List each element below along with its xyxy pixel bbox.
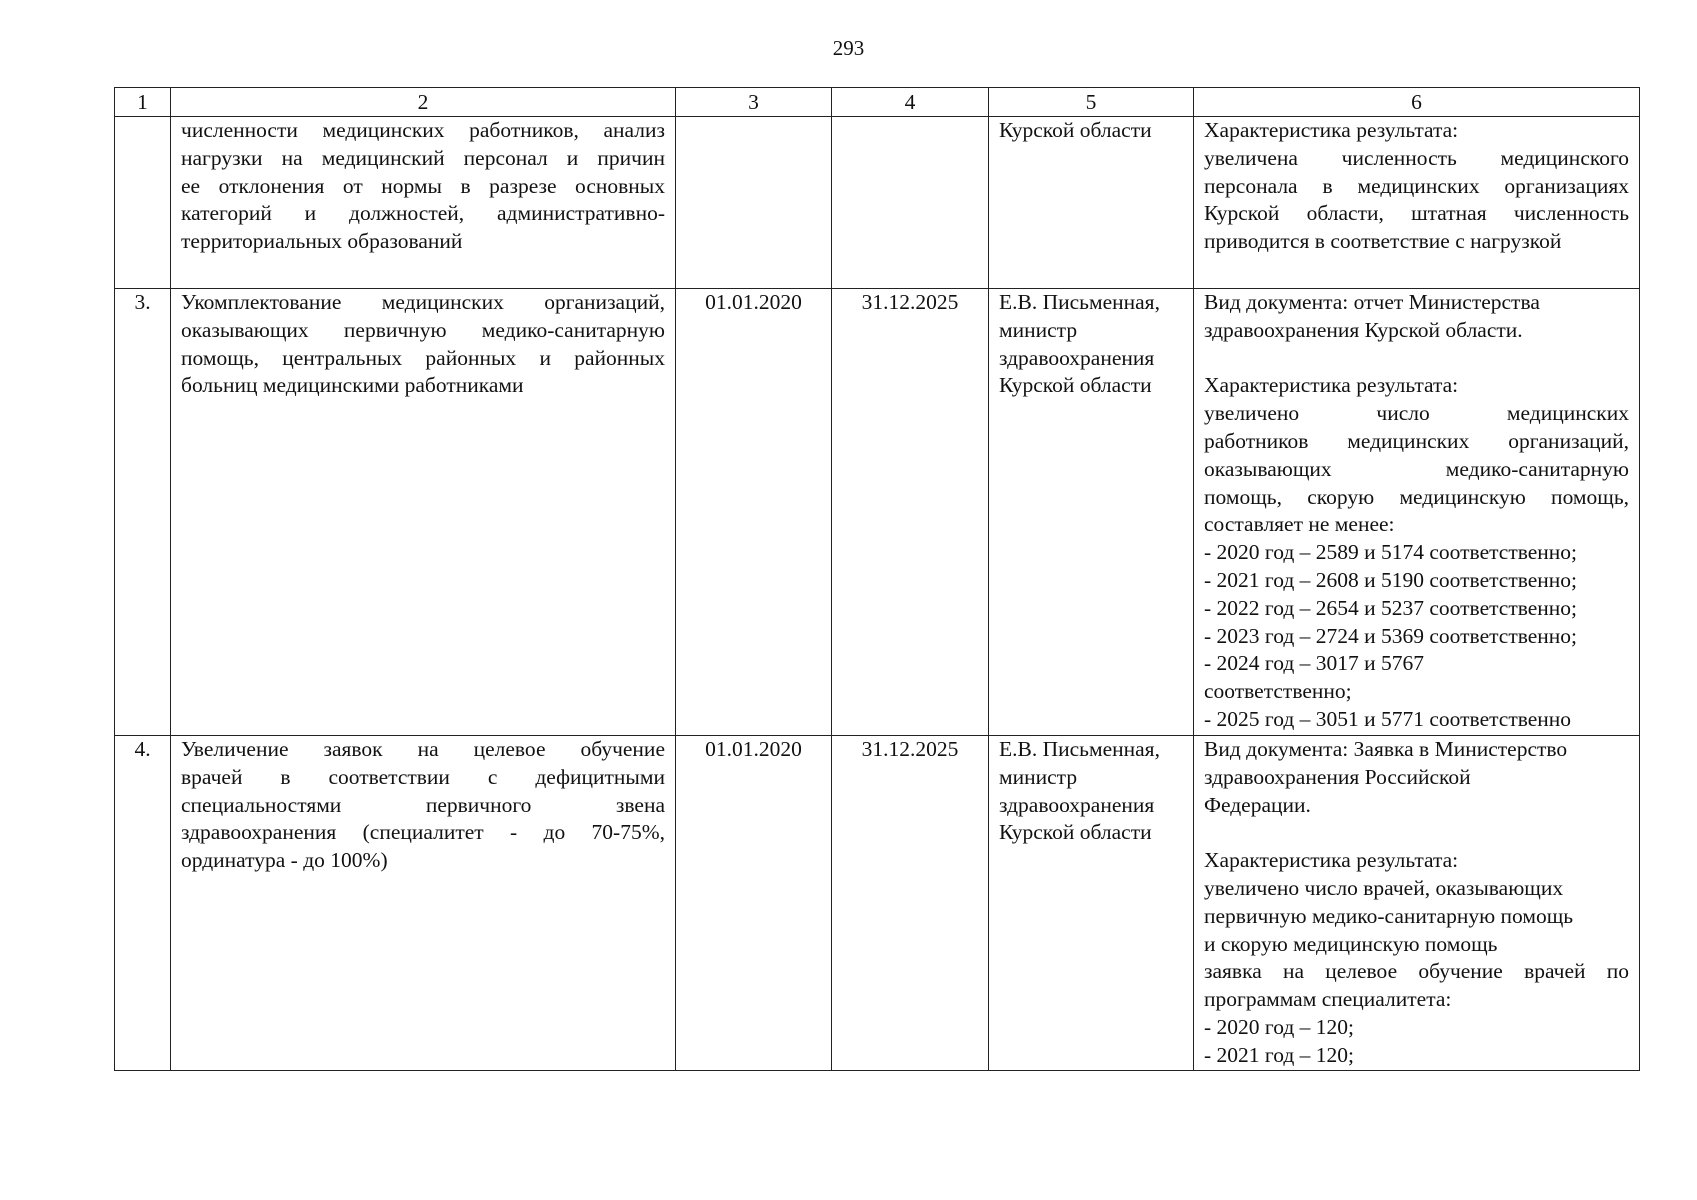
activity-line: нагрузки на медицинский персонал и причин bbox=[181, 145, 665, 170]
activity-cell bbox=[171, 736, 676, 1071]
result-line: программам специалитета: bbox=[1204, 987, 1452, 1012]
result-line: помощь, скорую медицинскую помощь, bbox=[1204, 484, 1629, 509]
plan-table bbox=[114, 87, 1640, 1071]
result-line: - 2025 год – 3051 и 5771 соответственно bbox=[1204, 706, 1572, 731]
responsible-line: Е.В. Письменная, bbox=[999, 737, 1160, 761]
activity-line: территориальных образований bbox=[181, 229, 463, 254]
end-date-cell bbox=[832, 117, 989, 289]
table-row bbox=[115, 736, 1640, 1071]
responsible-cell bbox=[989, 736, 1194, 1071]
spacer bbox=[1204, 345, 1629, 373]
activity-line: Увеличение заявок на целевое обучение bbox=[181, 737, 665, 761]
end-date-cell: 31.12.2025 bbox=[832, 736, 989, 1071]
activity-line: оказывающих первичную медико-санитарную bbox=[181, 317, 665, 342]
responsible-line: Курской области bbox=[999, 820, 1152, 845]
doc-type-line: Вид документа: Заявка в Министерство bbox=[1204, 737, 1568, 761]
column-number-cell: 4 bbox=[832, 88, 989, 117]
doc-type-line: здравоохранения Российской bbox=[1204, 764, 1471, 789]
result-line: составляет не менее: bbox=[1204, 512, 1395, 537]
result-line: - 2020 год – 2589 и 5174 соответственно; bbox=[1204, 540, 1578, 565]
result-line: увеличено число медицинских bbox=[1204, 401, 1629, 426]
responsible-line: здравоохранения bbox=[999, 792, 1155, 817]
responsible-line: Курской области bbox=[999, 373, 1152, 398]
result-line: заявка на целевое обучение врачей по bbox=[1204, 959, 1629, 984]
column-number-cell: 5 bbox=[989, 88, 1194, 117]
result-line: - 2024 год – 3017 и 5767 bbox=[1204, 651, 1425, 676]
start-date-cell bbox=[676, 117, 832, 289]
doc-type-line: здравоохранения Курской области. bbox=[1204, 317, 1523, 342]
result-title: Характеристика результата: bbox=[1204, 118, 1459, 142]
responsible-cell bbox=[989, 289, 1194, 736]
responsible-line: министр bbox=[999, 317, 1078, 342]
column-number-cell: 6 bbox=[1194, 88, 1640, 117]
result-line: приводится в соответствие с нагрузкой bbox=[1204, 229, 1562, 254]
activity-line: больниц медицинскими работниками bbox=[181, 373, 524, 398]
activity-line: врачей в соответствии с дефицитными bbox=[181, 764, 665, 789]
result-line: увеличено число врачей, оказывающих bbox=[1204, 875, 1564, 900]
activity-cell bbox=[171, 117, 676, 289]
result-line: - 2021 год – 120; bbox=[1204, 1042, 1354, 1067]
doc-type-line: Федерации. bbox=[1204, 792, 1311, 817]
column-number-cell: 3 bbox=[676, 88, 832, 117]
spacer bbox=[1204, 819, 1629, 847]
responsible-line: здравоохранения bbox=[999, 345, 1155, 370]
responsible-cell bbox=[989, 117, 1194, 289]
result-cell bbox=[1194, 736, 1640, 1071]
result-cell bbox=[1194, 289, 1640, 736]
result-line: Курской области, штатная численность bbox=[1204, 201, 1629, 226]
result-line: оказывающих медико-санитарную bbox=[1204, 456, 1629, 481]
result-line: - 2023 год – 2724 и 5369 соответственно; bbox=[1204, 623, 1578, 648]
responsible-line: министр bbox=[999, 764, 1078, 789]
activity-line: специальностями первичного звена bbox=[181, 792, 665, 817]
row-number: 3. bbox=[115, 289, 171, 736]
column-number-cell: 1 bbox=[115, 88, 171, 117]
start-date-cell: 01.01.2020 bbox=[676, 736, 832, 1071]
table-row bbox=[115, 289, 1640, 736]
table-row bbox=[115, 117, 1640, 289]
start-date-cell: 01.01.2020 bbox=[676, 289, 832, 736]
result-line: увеличена численность медицинского bbox=[1204, 145, 1629, 170]
activity-cell bbox=[171, 289, 676, 736]
responsible-line: Е.В. Письменная, bbox=[999, 290, 1160, 314]
activity-line: ординатура - до 100%) bbox=[181, 848, 388, 873]
end-date-cell: 31.12.2025 bbox=[832, 289, 989, 736]
column-number-cell: 2 bbox=[171, 88, 676, 117]
result-cell bbox=[1194, 117, 1640, 289]
activity-line: ее отклонения от нормы в разрезе основных bbox=[181, 173, 665, 198]
result-line: и скорую медицинскую помощь bbox=[1204, 931, 1498, 956]
result-line: - 2022 год – 2654 и 5237 соответственно; bbox=[1204, 595, 1578, 620]
result-title: Характеристика результата: bbox=[1204, 848, 1459, 873]
activity-line: категорий и должностей, административно- bbox=[181, 201, 665, 226]
result-title: Характеристика результата: bbox=[1204, 373, 1459, 398]
result-line: работников медицинских организаций, bbox=[1204, 428, 1629, 453]
activity-line: помощь, центральных районных и районных bbox=[181, 345, 665, 370]
responsible-line: Курской области bbox=[999, 118, 1152, 142]
result-line: персонала в медицинских организациях bbox=[1204, 173, 1629, 198]
result-line: - 2021 год – 2608 и 5190 соответственно; bbox=[1204, 567, 1578, 592]
row-number: 4. bbox=[115, 736, 171, 1071]
result-line: - 2020 год – 120; bbox=[1204, 1014, 1354, 1039]
row-number bbox=[115, 117, 171, 289]
column-number-row bbox=[115, 88, 1640, 117]
result-line: соответственно; bbox=[1204, 679, 1352, 704]
activity-line: численности медицинских работников, анализ bbox=[181, 118, 665, 142]
activity-line: здравоохранения (специалитет - до 70-75%, bbox=[181, 820, 665, 845]
doc-type-line: Вид документа: отчет Министерства bbox=[1204, 290, 1540, 314]
result-line: первичную медико-санитарную помощь bbox=[1204, 903, 1574, 928]
page-number: 293 bbox=[832, 36, 865, 60]
activity-line: Укомплектование медицинских организаций, bbox=[181, 290, 665, 314]
